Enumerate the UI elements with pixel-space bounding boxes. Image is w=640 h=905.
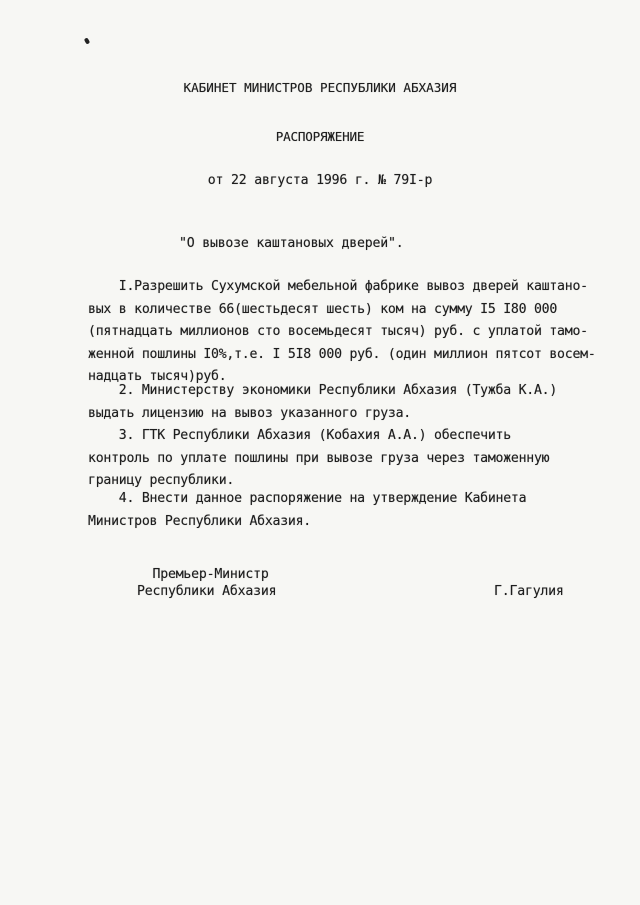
paragraph-line: выдать лицензию на вывоз указанного груза. (88, 405, 411, 421)
paragraph-3 (88, 425, 584, 493)
paragraph-line: 4. Внести данное распоряжение на утверждение Кабинета (88, 491, 527, 506)
order-title: РАСПОРЯЖЕНИЕ (275, 129, 365, 144)
order-date-number: от 22 августа 1996 г. № 79I-р (207, 173, 433, 188)
paragraph-line: I.Разрешить Сухумской мебельной фабрике вывоз дверей каштано- (88, 279, 588, 294)
paragraph-line: 2. Министерству экономики Республики Абхазия (Тужба К.А.) (88, 383, 558, 398)
order-subject: "О вывозе каштановых дверей". (179, 236, 404, 251)
signer-title-line2: Республики Абхазия (137, 584, 277, 599)
paragraph-4 (88, 488, 584, 533)
paragraph-line: границу республики. (88, 473, 235, 488)
signer-title-line1: Премьер-Министр (137, 567, 269, 582)
ink-speck (84, 37, 90, 44)
paragraph-line: женной пошлины I0%,т.е. I 5I8 000 руб. (один миллион пятсот восем- (88, 346, 596, 362)
paragraph-line: контроль по уплате пошлины при вывозе груза через таможенную (88, 450, 550, 466)
paragraph-1 (88, 276, 596, 389)
paragraph-line: вых в количестве 66(шестьдесят шесть) ком на сумму I5 I80 000 (88, 301, 558, 317)
paragraph-line: надцать тысяч)руб. (88, 369, 227, 384)
signer-title (137, 566, 276, 600)
paragraph-line: Министров Республики Абхазия. (88, 513, 311, 529)
paragraph-2 (88, 380, 584, 425)
paragraph-line: 3. ГТК Республики Абхазия (Кобахия А.А.) обеспечить (88, 428, 511, 443)
paragraph-line: (пятнадцать миллионов сто восемьдесят тысяч) руб. с уплатой тамо- (88, 324, 588, 339)
signer-name: Г.Гагулия (494, 584, 564, 599)
document-header: КАБИНЕТ МИНИСТРОВ РЕСПУБЛИКИ АБХАЗИЯ (183, 80, 457, 95)
